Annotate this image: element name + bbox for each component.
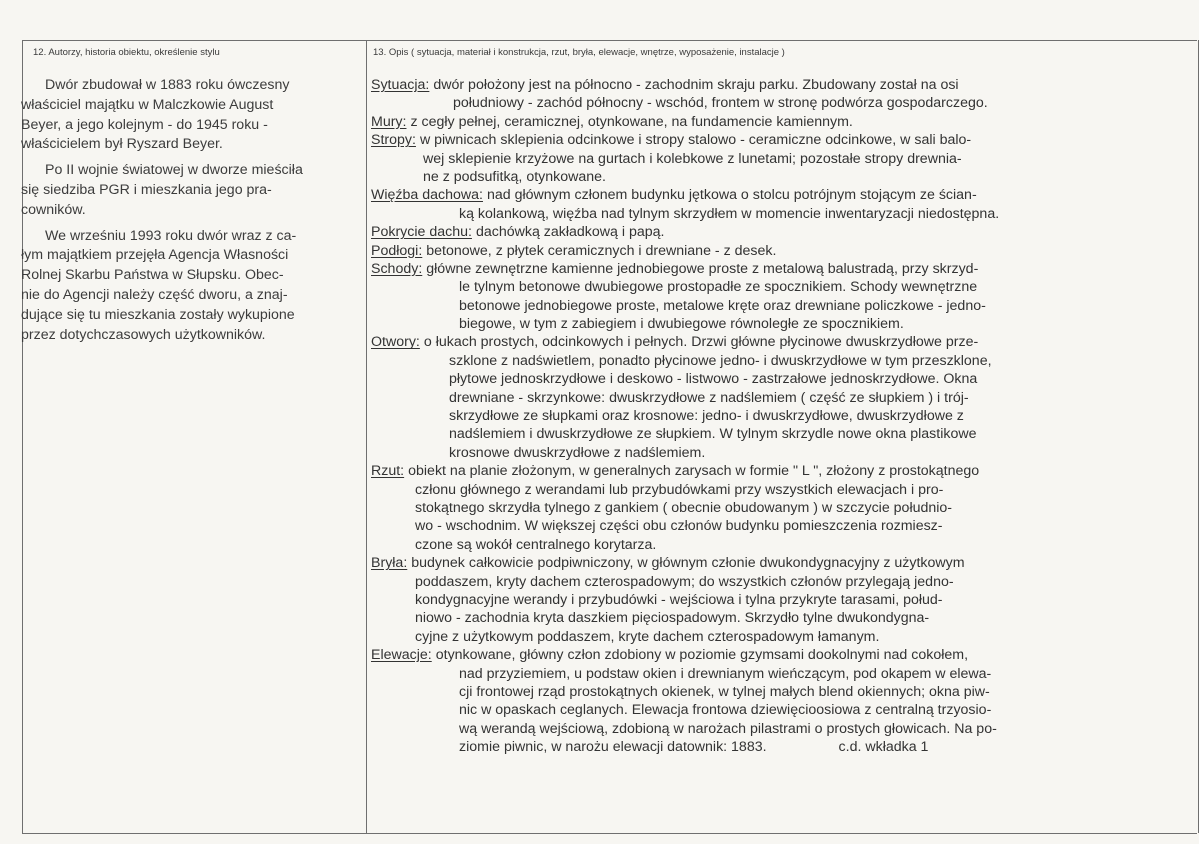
section-floors: Podłogi: betonowe, z płytek ceramicznych i drewniane - z desek. (371, 242, 777, 259)
section-label: Elewacje: (371, 647, 432, 664)
column-divider (366, 40, 367, 833)
section-situation: Sytuacja: dwór położony jest na północno - zachodnim skraju parku. Zbudowany został na osi (371, 77, 959, 93)
section-label: Więźba dachowa: (371, 187, 483, 204)
frame-top-border (22, 40, 1197, 41)
frame-bottom-border (22, 833, 1197, 834)
section-label: Mury: (371, 113, 407, 130)
section-stairs: Schody: główne zewnętrzne kamienne jednobiegowe proste z metalową balustradą, przy skrzyd- (371, 260, 979, 277)
right-column-header: 13. Opis ( sytuacja, materiał i konstrukcja, rzut, bryła, elewacje, wnętrze, wyposażenie, instalacje ) (373, 47, 785, 58)
section-massing: Bryła: budynek całkowicie podpiwniczony, w głównym członie dwukondygnacyjny z użytkowym (371, 555, 965, 572)
history-text (21, 76, 363, 351)
description-text: Sytuacja: dwór położony jest na północno - zachodnim skraju parku. Zbudowany został na osi południowy - zachód północny - wschód, frontem w stronę podwórza gospodarczego. Mury: z cegły pełnej, ceramicznej, otynkowane, na fundamencie kamiennym. Stropy: w piwnicach sklepienia odcinkowe i stropy stalowo - ceramiczne odcinkowe, w sali balo- wej sklepienie krzyżowe na gurtach i kolebkowe z lunetami; pozostałe stropy drewnia- ne z podsufitką, otynkowane. Więźba dachowa: nad głównym członem budynku jętkowa o stolcu potrójnym stojącym ze ścian- ką kolankową, więźba nad tylnym skrzydłem w momencie inwentaryzacji niedostępna. Pokrycie dachu: dachówką zakładkową i papą. Podłogi: betonowe, z płytek ceramicznych i drewniane - z desek. Schody: główne zewnętrzne kamienne jednobiegowe proste z metalową balustradą, przy skrzyd- le tylnym betonowe dwubiegowe prostopadłe ze spocznikiem. Schody wewnętrzne betonowe jednobiegowe proste, metalowe kręte oraz drewniane policzkowe - jedno- biegowe, w tym z zabiegiem i dwubiegowe równoległe ze spocznikiem. Otwory: o łukach prostych, odcinkowych i pełnych. Drzwi główne płycinowe dwuskrzydłowe prze- szklone z nadświetlem, ponadto płycinowe jedno- i dwuskrzydłowe w tym przeszklone, płytowe jednoskrzydłowe i deskowo - listwowo - zastrzałowe jednoskrzydłowe. Okna drewniane - skrzynkowe: dwuskrzydłowe z nadślemiem ( część ze słupkiem ) i trój- skrzydłowe ze słupkami oraz krosnowe: jedno- i dwuskrzydłowe, dwuskrzydłowe z nadślemiem i dwuskrzydłowe ze słupkiem. W tylnym skrzydle nowe okna plastikowe krosnowe dwuskrzydłowe z nadślemiem. Rzut: obiekt na planie złożonym, w generalnych zarysach w formie " L ", złożony z prostokątnego członu głównego z werandami lub przybudówkami przy wszystkich elewacjach i pro- stokątnego skrzydła tylnego z gankiem ( obecnie obudowanym ) w szczycie południo- wo - wschodnim. W większej części obu członów budynku pomieszczenia rozmiesz- czone są wokół centralnego korytarza. Bryła: budynek całkowicie podpiwniczony, w głównym członie dwukondygnacyjny z użytkowym poddaszem, kryty dachem czterospadowym; do wszystkich członów przylegają jedno- kondygnacyjne werandy i przybudówki - wejściowa i tylna przykryte tarasami, połud- niowo - zachodnia kryta daszkiem pięciospadowym. Skrzydło tylne dwukondygna- cyjne z użytkowym poddaszem, kryte dachem czterospadowym łamanym. Elewacje: otynkowane, główny człon zdobiony w poziomie gzymsami dookolnymi nad cokołem, nad przyziemiem, u podstaw okien i drewnianym wieńczącym, pod okapem w elewa- cji frontowej rząd prostokątnych okienek, w tylnej małych blend okiennych; okna piw- nic w opaskach ceglanych. Elewacja frontowa dziewięcioosiowa z centralną trzyosio- wą werandą wejściową, zdobioną w narożach pilastrami o prostych głowicach. Na po- ziomie piwnic, w narożu elewacji datownik: 1883. c.d. wkładka 1 (371, 76, 1113, 756)
history-paragraph-1: Dwór zbudował w 1883 roku ówczesny właściciel majątku w Malczkowie August Beyer, a jego kolejnym - do 1945 roku - właścicielem był Ryszard Beyer. (21, 77, 290, 153)
section-label: Podłogi: (371, 242, 423, 259)
section-label: Rzut: (371, 463, 405, 480)
section-roofing: Pokrycie dachu: dachówką zakładkową i papą. (371, 224, 665, 241)
section-label: Stropy: (371, 132, 416, 149)
left-column-header: 12. Autorzy, historia obiektu, określenie stylu (33, 47, 220, 58)
section-roof-truss: Więźba dachowa: nad głównym członem budynku jętkowa o stolcu potrójnym stojącym ze ścian- (371, 187, 977, 204)
section-label: Pokrycie dachu: (371, 224, 472, 241)
continuation-note: c.d. wkładka 1 (838, 739, 929, 756)
section-walls: Mury: z cegły pełnej, ceramicznej, otynkowane, na fundamencie kamiennym. (371, 113, 853, 130)
section-plan: Rzut: obiekt na planie złożonym, w generalnych zarysach w formie " L ", złożony z prostokątnego (371, 463, 980, 480)
section-openings: Otwory: o łukach prostych, odcinkowych i pełnych. Drzwi główne płycinowe dwuskrzydłowe prze- (371, 334, 979, 351)
section-label: Otwory: (371, 334, 420, 351)
section-ceilings: Stropy: w piwnicach sklepienia odcinkowe i stropy stalowo - ceramiczne odcinkowe, w sali balo- (371, 132, 972, 149)
section-label: Sytuacja: (371, 77, 430, 93)
history-paragraph-3: We wrześniu 1993 roku dwór wraz z ca- łym majątkiem przejęła Agencja Własności Rolnej Skarbu Państwa w Słupsku. Obec- nie do Agencji należy część dworu, a znaj- dujące się tu mieszkania zostały wykupione przez dotychczasowych użytkowników. (21, 227, 297, 343)
history-paragraph-2: Po II wojnie światowej w dworze mieściła się siedziba PGR i mieszkania jego pra- cowników. (21, 162, 303, 218)
section-label: Schody: (371, 260, 423, 277)
section-elevations: Elewacje: otynkowane, główny człon zdobiony w poziomie gzymsami dookolnymi nad cokołem, (371, 647, 969, 664)
frame-left-border (22, 40, 23, 833)
section-label: Bryła: (371, 555, 408, 572)
